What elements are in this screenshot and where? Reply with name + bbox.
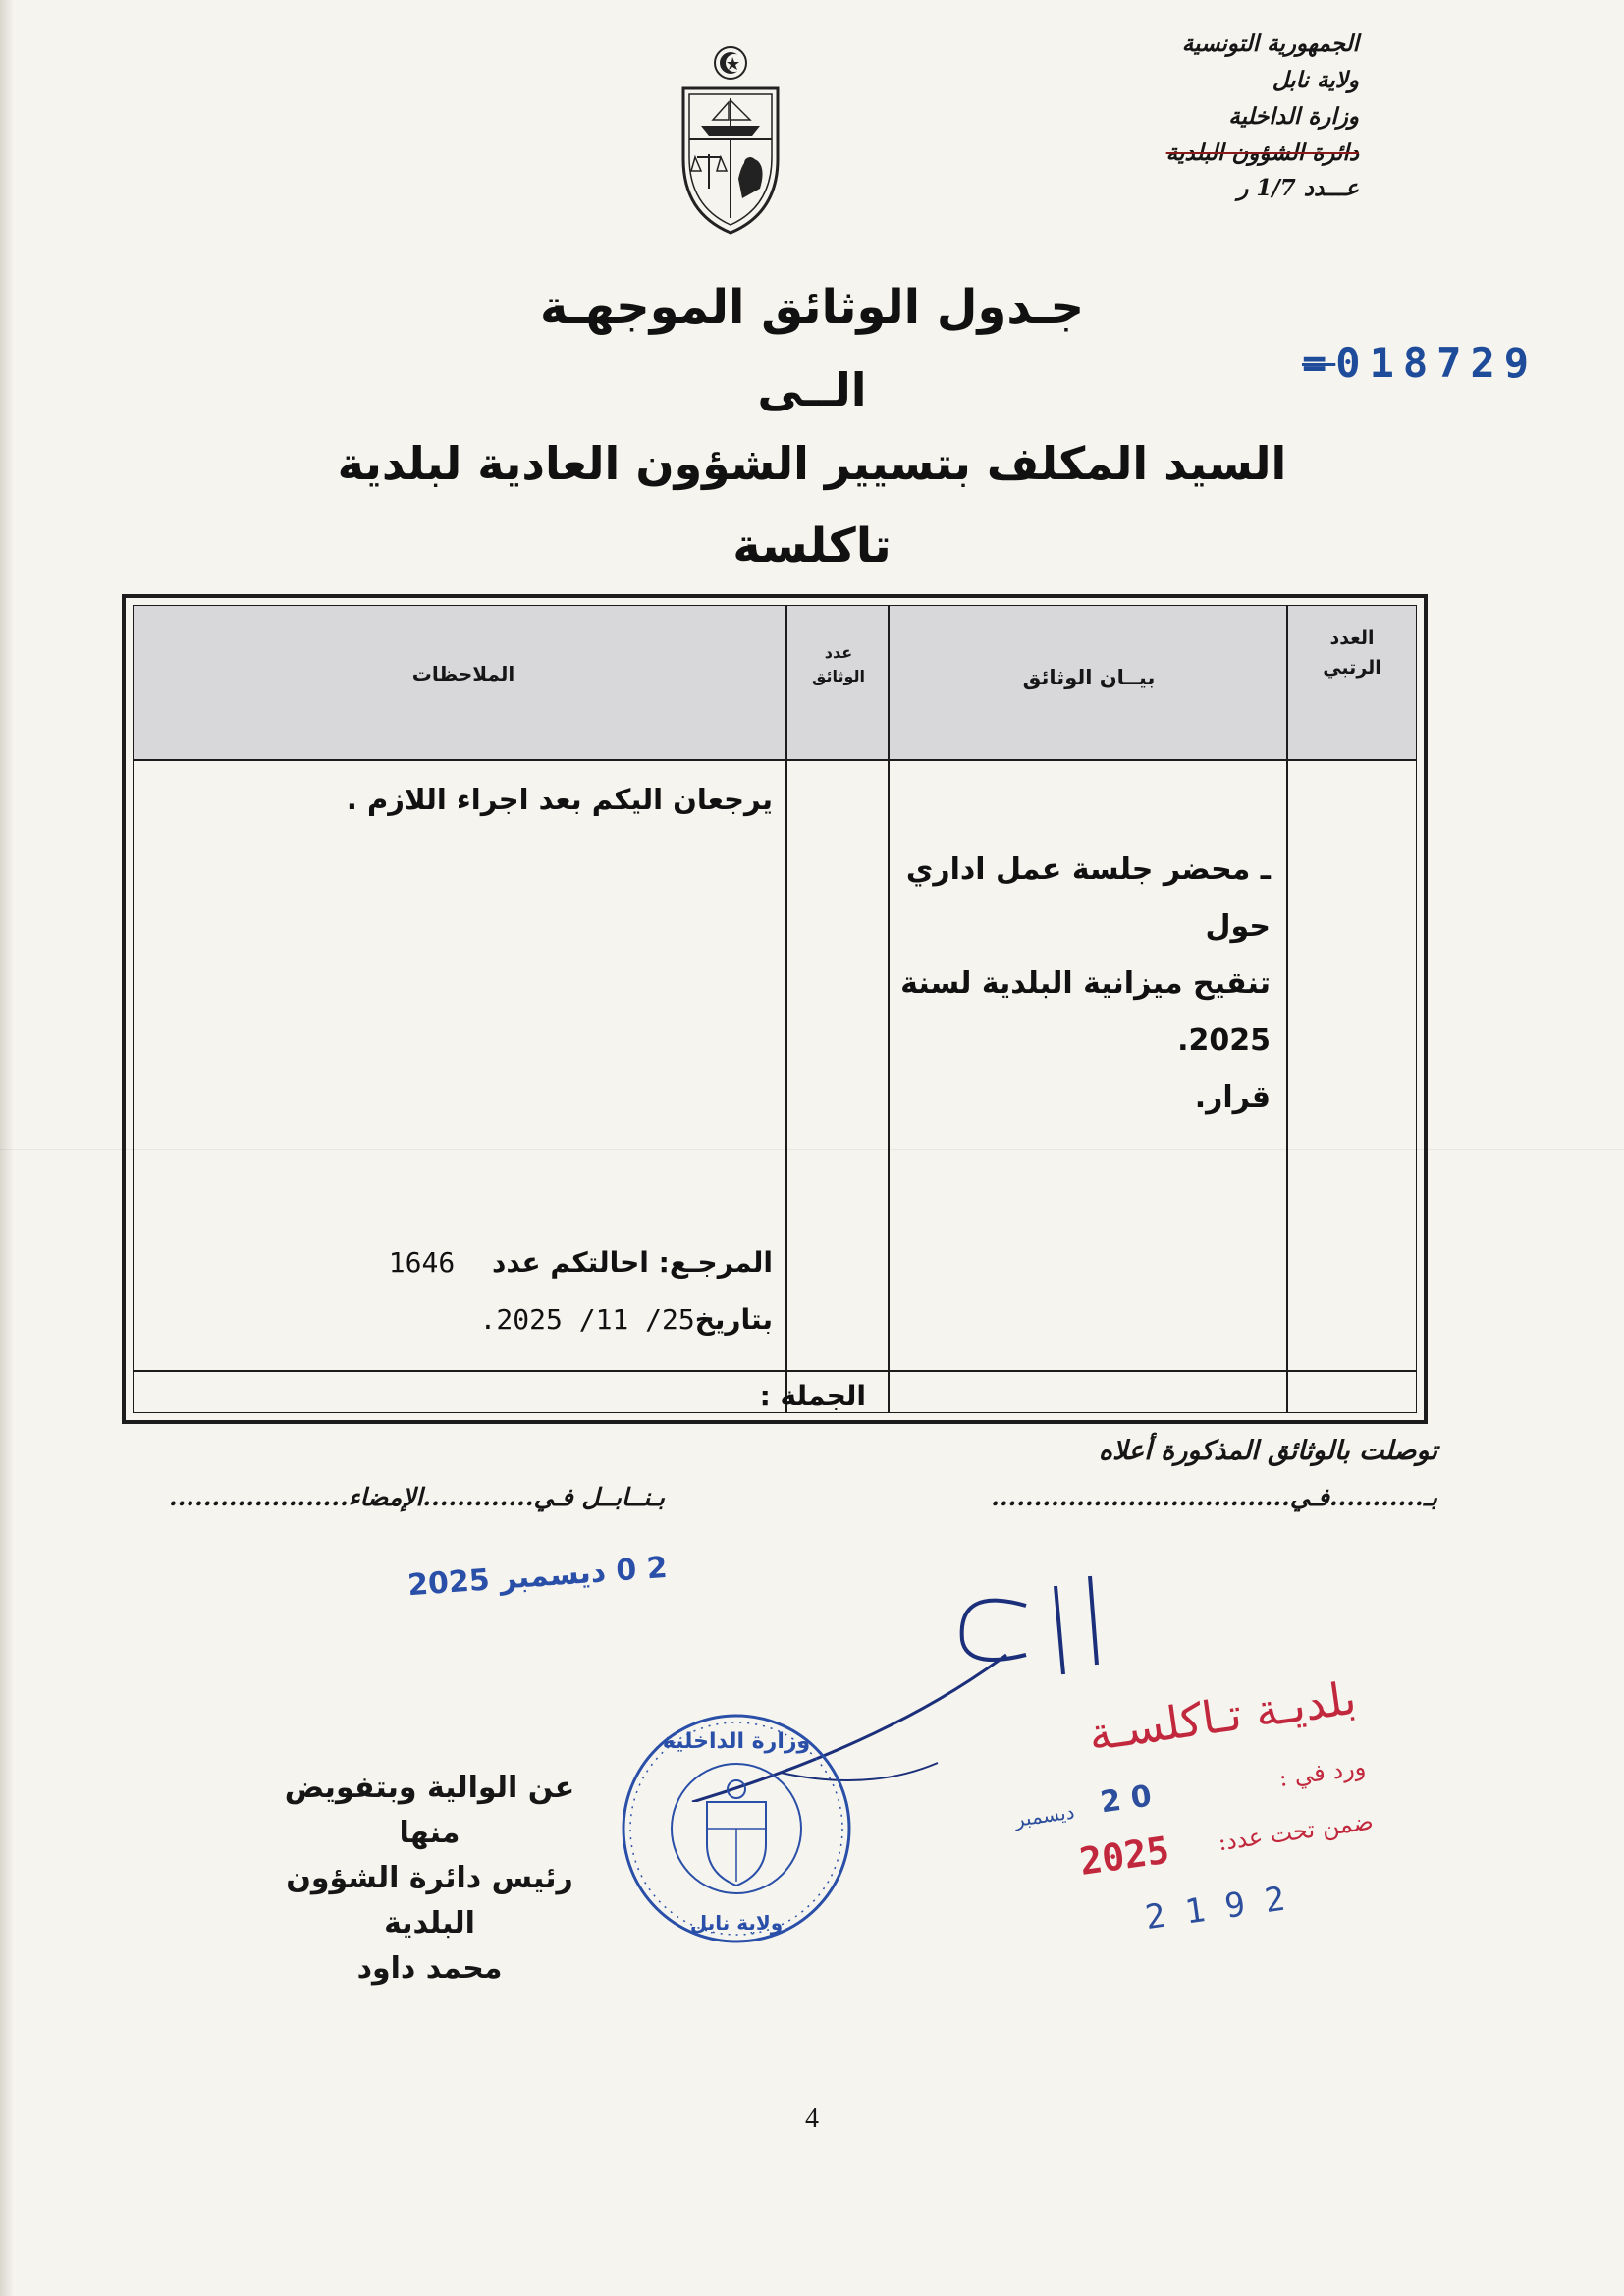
date-stamp: 2 0 ديسمبر 2025 (406, 1550, 669, 1604)
column-header-description: بيــان الوثائق (1022, 666, 1156, 689)
stamp-day: 0 2 (1098, 1778, 1155, 1821)
country-line: الجمهورية التونسية (1181, 30, 1359, 57)
receipt-place-date-field: بـ...........فـي................................... (991, 1483, 1437, 1511)
seal-top-text: وزارة الداخلية (662, 1729, 811, 1754)
document-description (897, 842, 1271, 1126)
stamp-year: 2025 (1076, 1828, 1172, 1884)
column-divider (1286, 606, 1288, 1412)
column-header-count-line1: عدد (824, 643, 853, 662)
coat-of-arms-icon (668, 41, 793, 238)
ministry-line: وزارة الداخلية (1228, 103, 1359, 130)
reference-date-line (223, 1291, 773, 1348)
signatory-name: محمد داود (356, 1951, 503, 1986)
title-to: الــى (757, 363, 867, 416)
reference-line (223, 1234, 773, 1291)
column-header-count-line2: الوثائق (812, 667, 865, 685)
issuing-authority-block (1035, 26, 1359, 201)
stamp-municipality: بلديـة تـاكلسـة (1085, 1670, 1360, 1762)
reference-date-prefix: بتاريخ (694, 1303, 773, 1336)
description-line: 2025. (1177, 1023, 1271, 1058)
reference-number: عـــدد 1/7 ر (1237, 175, 1359, 201)
reference-date: 25/ 11/ 2025. (479, 1303, 695, 1336)
column-header-serial-line1: العدد (1329, 628, 1375, 649)
recipient-title: السيد المكلف بتسيير الشؤون العادية لبلدية (337, 437, 1287, 490)
documents-table-grid (133, 605, 1417, 1413)
municipality-reception-stamp (914, 1668, 1416, 2053)
stamp-registered-label: ضمن تحت عدد: (1216, 1807, 1376, 1857)
signatory-block (260, 1766, 599, 1992)
registration-number-stamp: =018729 (1302, 339, 1539, 387)
column-divider (888, 606, 890, 1412)
description-line: ـ محضر جلسة عمل اداري حول (905, 852, 1271, 944)
remark-text: يرجعان اليكم بعد اجراء اللازم . (346, 783, 773, 816)
total-label: الجملة : (759, 1380, 866, 1412)
department-line: دائرة الشؤون البلدية (1165, 139, 1359, 166)
document-title: جـدول الوثائق الموجهـة (539, 280, 1085, 335)
governorate-line: ولاية نابل (1272, 67, 1359, 93)
receipt-statement: توصلت بالوثائق المذكورة أعلاه (1098, 1436, 1437, 1466)
stamp-month: ديسمبر (1013, 1799, 1076, 1831)
column-divider (785, 606, 787, 1412)
reference-number: 1646 (388, 1246, 456, 1279)
column-header-remarks: الملاحظات (411, 662, 515, 685)
signatory-line: عن الوالية وبتفويض منها (284, 1771, 575, 1850)
page-number: 4 (805, 2104, 819, 2134)
stamp-register-number: 2 9 1 2 (1142, 1879, 1288, 1939)
ministry-round-seal-icon (617, 1709, 857, 1949)
paper-edge-shadow (0, 0, 14, 2296)
total-row-divider (134, 1370, 1416, 1372)
municipality-name: تاكلسة (732, 519, 892, 574)
column-header-serial (1308, 624, 1396, 683)
signatory-title: رئيس دائرة الشؤون البلدية (286, 1861, 573, 1941)
seal-bottom-text: ولاية نابل (689, 1911, 784, 1935)
nabeul-date-signature-field: بـنــابــل فـي.............الإمضاء..................... (169, 1483, 666, 1511)
stamp-received-label: ورد في : (1276, 1752, 1368, 1792)
description-line: قرار. (1194, 1080, 1271, 1115)
column-header-serial-line2: الرتبي (1323, 657, 1381, 679)
reference-block (223, 1234, 773, 1348)
column-header-count (787, 641, 890, 688)
documents-table (122, 594, 1428, 1424)
description-line: تنقيح ميزانية البلدية لسنة (900, 966, 1271, 1001)
reference-prefix: المرجـع: احالتكم عدد (491, 1246, 773, 1279)
